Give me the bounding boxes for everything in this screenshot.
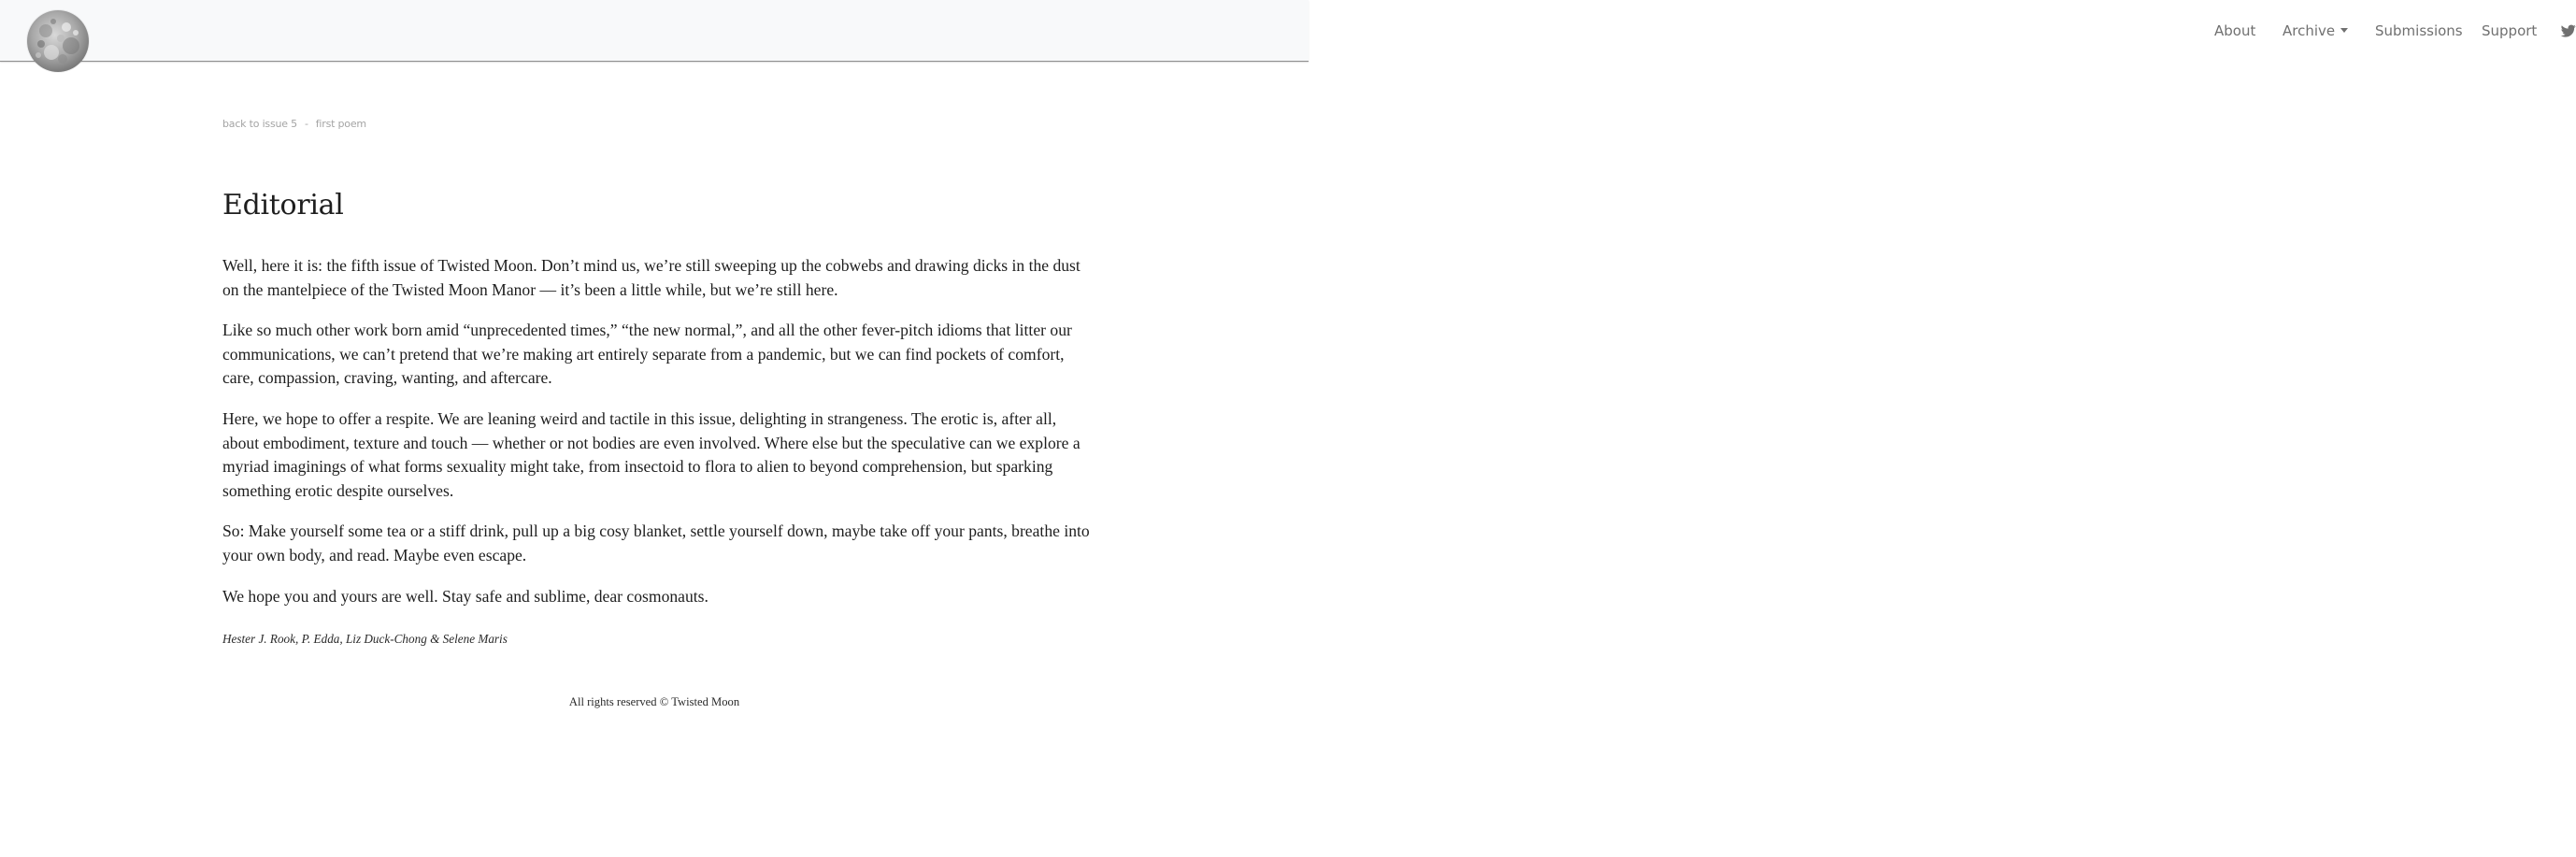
moon-logo-icon[interactable] [27,10,89,72]
article-paragraph: We hope you and yours are well. Stay safe and sublime, dear cosmonauts. [222,586,708,606]
navbar [0,0,2538,62]
page-title: Editorial [222,189,344,221]
nav-archive-dropdown[interactable] [2283,22,2348,39]
article-paragraph: So: Make yourself some tea or a stiff drink, pull up a big cosy blanket, settle yourself down, maybe take off your pants, breathe into your own body, and read. Maybe even escape. [222,521,1090,564]
back-to-issue-link[interactable]: back to issue 5 [222,118,297,130]
nav-about-link[interactable]: About [2214,22,2256,39]
nav-support-link[interactable]: Support [2482,22,2538,39]
chevron-down-icon [2340,28,2348,33]
nav-archive-label: Archive [2283,22,2336,39]
article-paragraph: Well, here it is: the fifth issue of Twisted Moon. Don’t mind us, we’re still sweeping up the cobwebs and drawing dicks in the dust on the mantelpiece of the Twisted Moon Manor — it’s been a little while, but we’re still here. [222,256,1080,299]
first-poem-link[interactable]: first poem [315,118,366,130]
editors-signature: Hester J. Rook, P. Edda, Liz Duck-Chong & Selene Maris [222,632,508,647]
nav-submissions-link[interactable]: Submissions [2375,22,2463,39]
article-paragraph: Here, we hope to offer a respite. We are leaning weird and tactile in this issue, delighting in strangeness. The erotic is, after all, about embodiment, texture and touch — whether or not bodies are even involved. Where else but the speculative can we explore a myriad imaginings of what forms sexuality might take, from insectoid to flora to alien to beyond comprehension, but sparking something erotic despite ourselves. [222,408,1080,500]
footer-copyright: All rights reserved © Twisted Moon [568,695,740,708]
twitter-icon[interactable] [2561,23,2576,38]
editorial-article [222,254,1092,664]
breadcrumb-separator: - [304,118,308,130]
article-paragraph: Like so much other work born amid “unprecedented times,” “the new normal,”, and all the other fever-pitch idioms that litter our communications, we can’t pretend that we’re making art entirely separate from a pandemic, but we can find pockets of comfort, care, compassion, craving, wanting, and aftercare. [222,321,1072,388]
breadcrumb [222,118,366,130]
